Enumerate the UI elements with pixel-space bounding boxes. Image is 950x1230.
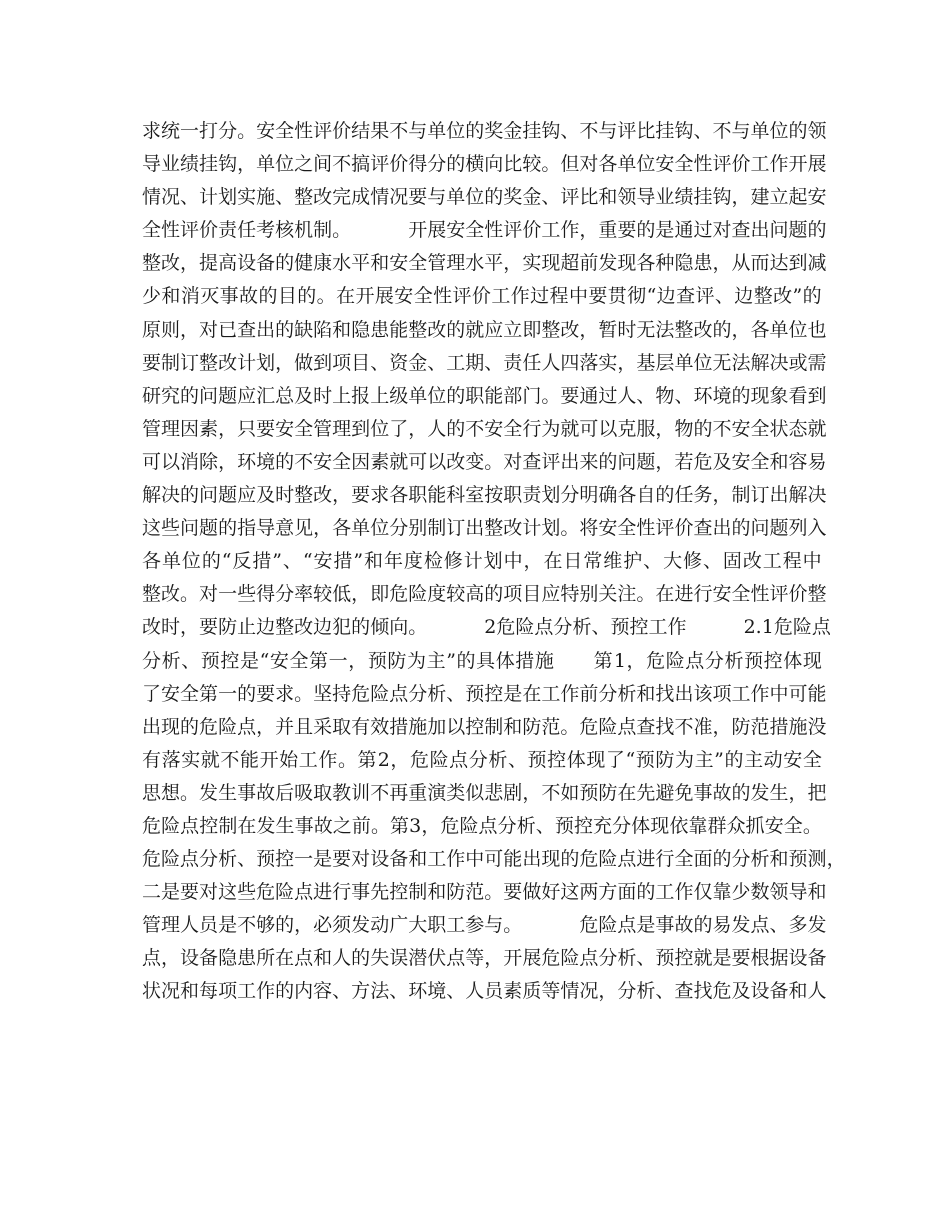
text-line: 这 些 问 题 的 指 导 意 见 ， 各 单 位 分 别 制 订 出 整 改 计 划 。 将 安 全 性 评 价 查 出 的 问 题 列 入	[142, 517, 827, 540]
text-line: 可 以 消 除 ， 环 境 的 不 安 全 因 素 就 可 以 改 变 。 对 查 评 出 来 的 问 题 ， 若 危 及 安 全 和 容 易	[142, 450, 827, 473]
text-line: 管 理 人 员 是 不 够 的 ， 必 须 发 动 广 大 职 工 参 与 。 危 险 点 是 事 故 的 易 发 点 、 多 发	[142, 914, 827, 937]
text-line: 危 险 点 控 制 在 发 生 事 故 之 前 。 第 3 ， 危 险 点 分 析 、 预 控 充 分 体 现 依 靠 群 众 抓 安 全 。	[142, 814, 822, 837]
text-line: 有 落 实 就 不 能 开 始 工 作 。 第 2 ， 危 险 点 分 析 、 预 控 体 现 了 “ 预 防 为 主 ” 的 主 动 安 全	[142, 748, 822, 771]
text-line: 导 业 绩 挂 钩 ， 单 位 之 间 不 搞 评 价 得 分 的 横 向 比 较 。 但 对 各 单 位 安 全 性 评 价 工 作 开 展	[142, 153, 827, 176]
text-line: 解 决 的 问 题 应 及 时 整 改 ， 要 求 各 职 能 科 室 按 职 责 划 分 明 确 各 自 的 任 务 ， 制 订 出 解 决	[142, 484, 827, 507]
text-line: 危 险 点 分 析 、 预 控 一 是 要 对 设 备 和 工 作 中 可 能 出 现 的 危 险 点 进 行 全 面 的 分 析 和 预 测 ，	[142, 848, 846, 871]
text-line: 各 单 位 的 “ 反 措 ” 、 “ 安 措 ” 和 年 度 检 修 计 划 中 ， 在 日 常 维 护 、 大 修 、 固 改 工 程 中	[142, 550, 822, 573]
body-text	[142, 115, 846, 1009]
text-line: 求 统 一 打 分 。 安 全 性 评 价 结 果 不 与 单 位 的 奖 金 挂 钩 、 不 与 评 比 挂 钩 、 不 与 单 位 的 领	[142, 120, 827, 142]
text-line: 二 是 要 对 这 些 危 险 点 进 行 事 先 控 制 和 防 范 。 要 做 好 这 两 方 面 的 工 作 仅 靠 少 数 领 导 和	[142, 881, 827, 904]
text-line: 研 究 的 问 题 应 汇 总 及 时 上 报 上 级 单 位 的 职 能 部 门 。 要 通 过 人 、 物 、 环 境 的 现 象 看 到	[142, 384, 827, 407]
text-line: 状 况 和 每 项 工 作 的 内 容 、 方 法 、 环 境 、 人 员 素 质 等 情 况 ， 分 析 、 查 找 危 及 设 备 和 人	[142, 980, 827, 1003]
text-line: 少 和 消 灭 事 故 的 目 的 。 在 开 展 安 全 性 评 价 工 作 过 程 中 要 贯 彻 “ 边 查 评 、 边 整 改 ” 的	[142, 285, 822, 308]
text-line: 整 改 。 对 一 些 得 分 率 较 低 ， 即 危 险 度 较 高 的 项 目 应 特 别 关 注 。 在 进 行 安 全 性 评 价 整	[142, 583, 827, 606]
text-line: 了 安 全 第 一 的 要 求 。 坚 持 危 险 点 分 析 、 预 控 是 在 工 作 前 分 析 和 找 出 该 项 工 作 中 可 能	[142, 682, 827, 705]
text-line: 点 ， 设 备 隐 患 所 在 点 和 人 的 失 误 潜 伏 点 等 ， 开 展 危 险 点 分 析 、 预 控 就 是 要 根 据 设 备	[142, 947, 827, 970]
text-line: 分 析 、 预 控 是 “ 安 全 第 一 ， 预 防 为 主 ” 的 具 体 措 施 第 1 ， 危 险 点 分 析 预 控 体 现	[142, 649, 822, 672]
text-line: 出 现 的 危 险 点 ， 并 且 采 取 有 效 措 施 加 以 控 制 和 防 范 。 危 险 点 查 找 不 准 ， 防 范 措 施 没	[142, 715, 827, 738]
text-line: 管 理 因 素 ， 只 要 安 全 管 理 到 位 了 ， 人 的 不 安 全 行 为 就 可 以 克 服 ， 物 的 不 安 全 状 态 就	[142, 417, 827, 440]
text-line: 改 时 ， 要 防 止 边 整 改 边 犯 的 倾 向 。 2 危 险 点 分 析 、 预 控 工 作 2 . 1 危 险 点	[142, 616, 831, 639]
text-line: 全 性 评 价 责 任 考 核 机 制 。 开 展 安 全 性 评 价 工 作 ， 重 要 的 是 通 过 对 查 出 问 题 的	[142, 219, 827, 242]
text-line: 要 制 订 整 改 计 划 ， 做 到 项 目 、 资 金 、 工 期 、 责 任 人 四 落 实 ， 基 层 单 位 无 法 解 决 或 需	[142, 351, 827, 374]
text-line: 整 改 ， 提 高 设 备 的 健 康 水 平 和 安 全 管 理 水 平 ， 实 现 超 前 发 现 各 种 隐 患 ， 从 而 达 到 减	[142, 252, 827, 275]
text-line: 思 想 。 发 生 事 故 后 吸 取 教 训 不 再 重 演 类 似 悲 剧 ， 不 如 预 防 在 先 避 免 事 故 的 发 生 ， 把	[142, 781, 827, 804]
text-line: 情 况 、 计 划 实 施 、 整 改 完 成 情 况 要 与 单 位 的 奖 金 、 评 比 和 领 导 业 绩 挂 钩 ， 建 立 起 安	[142, 186, 827, 209]
text-line: 原 则 ， 对 已 查 出 的 缺 陷 和 隐 患 能 整 改 的 就 应 立 即 整 改 ， 暂 时 无 法 整 改 的 ， 各 单 位 也	[142, 318, 827, 341]
